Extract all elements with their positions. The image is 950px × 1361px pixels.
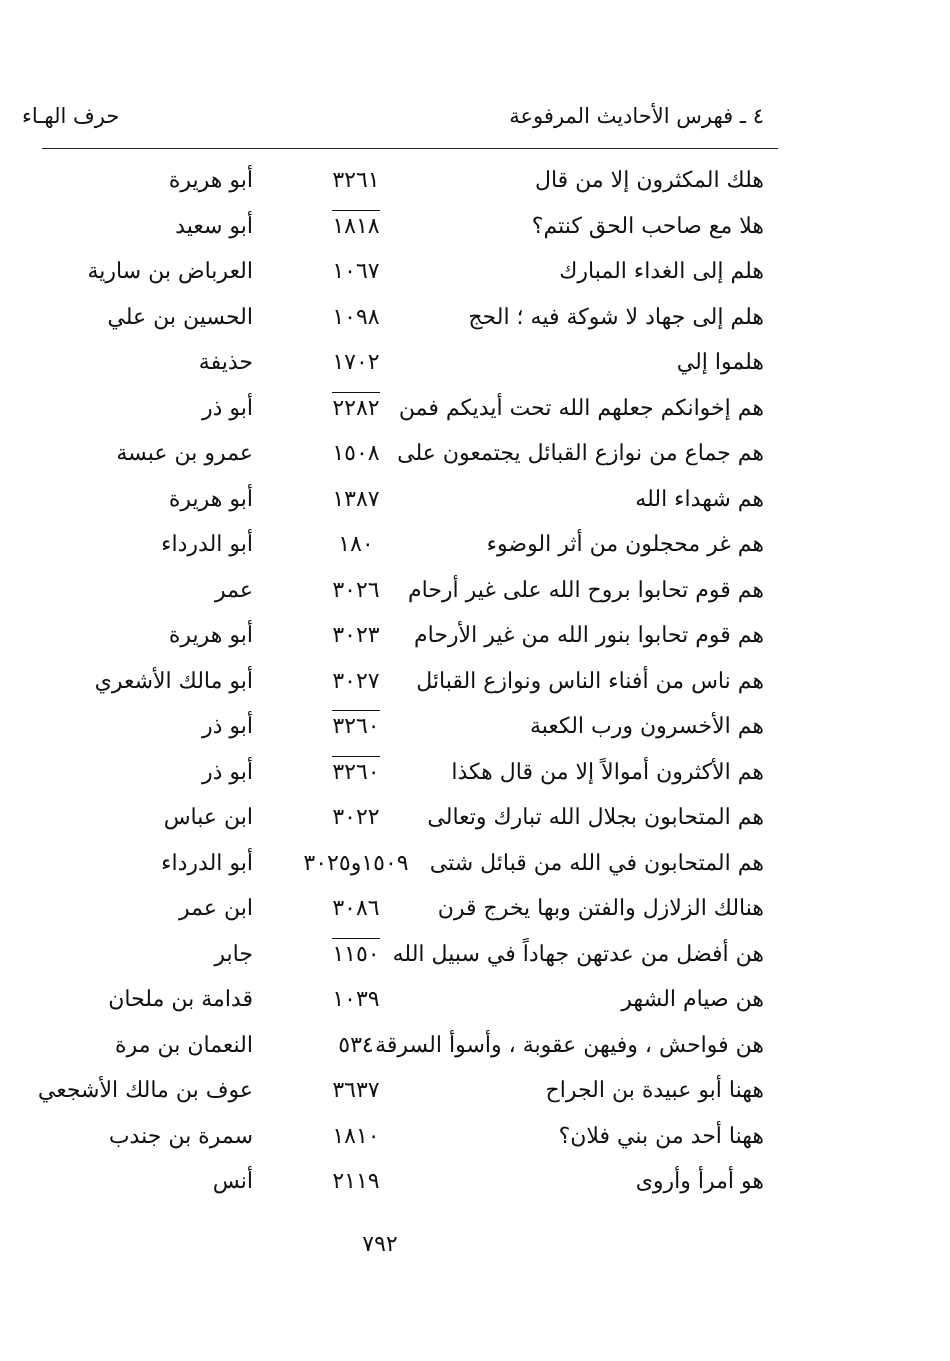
hadith-number: ٣٠٢٧ <box>332 668 380 694</box>
hadith-text: هو أمرأ وأروى <box>635 1169 764 1194</box>
hadith-number: ١٨١٨ <box>296 214 416 239</box>
hadith-number: ٢١١٩ <box>332 1169 380 1194</box>
hadith-number: ١٥٠٨ <box>332 441 380 466</box>
hadith-text: هم إخوانكم جعلهم الله تحت أيديكم فمن <box>398 395 764 421</box>
index-entry <box>0 435 950 481</box>
hadith-number: ٣٢٦٠ <box>296 760 416 785</box>
hadith-text: ههنا أحد من بني فلان؟ <box>558 1123 764 1149</box>
hadith-number: ٥٣٤ <box>338 1032 374 1058</box>
hadith-text: هم غر محجلون من أثر الوضوء <box>486 532 764 557</box>
hadith-number: ١٠٩٨ <box>332 304 380 330</box>
section-title: ٤ ـ فهرس الأحاديث المرفوعة <box>509 104 764 128</box>
hadith-number: ١١٥٠ <box>296 942 416 967</box>
narrator-name: سمرة بن جندب <box>108 1123 253 1149</box>
hadith-text: هم قوم تحابوا بروح الله على غير أرحام <box>408 577 764 603</box>
hadith-number: ٣٠٢٦ <box>332 577 380 603</box>
hadith-text: هلك المكثرون إلا من قال <box>534 168 764 193</box>
narrator-name: عمر <box>215 577 253 603</box>
index-entry <box>0 663 950 709</box>
hadith-text: هم المتحابون في الله من قبائل شتى <box>429 850 764 876</box>
index-entry <box>0 981 950 1027</box>
index-entry <box>0 253 950 299</box>
narrator-name: النعمان بن مرة <box>115 1032 253 1058</box>
index-entry <box>0 1027 950 1073</box>
hadith-number: ١٠٦٧ <box>332 259 380 284</box>
narrator-name: أبو ذر <box>201 759 253 785</box>
index-entry <box>0 799 950 845</box>
narrator-name: أبو الدرداء <box>161 532 253 557</box>
index-entry <box>0 1163 950 1209</box>
narrator-name: حذيفة <box>198 350 253 375</box>
hadith-number: ٣٦٣٧ <box>332 1078 380 1103</box>
hadith-text: هم الأكثرون أموالاً إلا من قال هكذا <box>451 759 764 785</box>
hadith-text: هم شهداء الله <box>635 486 764 512</box>
hadith-text: هلا مع صاحب الحق كنتم؟ <box>531 213 764 239</box>
narrator-name: ابن عباس <box>163 805 253 830</box>
hadith-number: ١٠٣٩ <box>332 987 380 1012</box>
narrator-name: أبو سعيد <box>175 213 253 239</box>
page-number: ٧٩٢ <box>362 1232 398 1257</box>
hadith-index-list <box>0 162 950 1209</box>
narrator-name: ابن عمر <box>179 896 253 921</box>
index-entry <box>0 1072 950 1118</box>
index-entry <box>0 208 950 254</box>
narrator-name: أبو الدرداء <box>161 850 253 876</box>
hadith-number: ١٨١٠ <box>332 1123 380 1149</box>
hadith-text: هم المتحابون بجلال الله تبارك وتعالى <box>427 805 764 830</box>
index-entry <box>0 890 950 936</box>
index-entry <box>0 708 950 754</box>
narrator-name: قدامة بن ملحان <box>108 987 253 1012</box>
hadith-number: ٣٠٢٣ <box>332 623 380 648</box>
index-entry <box>0 572 950 618</box>
narrator-name: أبو ذر <box>201 395 253 421</box>
hadith-text: هلموا إلي <box>676 350 764 375</box>
narrator-name: أنس <box>212 1169 253 1194</box>
narrator-name: أبو ذر <box>201 714 253 739</box>
narrator-name: عمرو بن عبسة <box>116 441 253 466</box>
narrator-name: عوف بن مالك الأشجعي <box>37 1078 253 1103</box>
hadith-number: ١٧٠٢ <box>332 350 380 375</box>
index-entry <box>0 481 950 527</box>
index-entry <box>0 617 950 663</box>
index-entry <box>0 526 950 572</box>
hadith-text: هن صيام الشهر <box>621 987 764 1012</box>
index-entry <box>0 845 950 891</box>
hadith-text: هم جماع من نوازع القبائل يجتمعون على <box>397 441 764 466</box>
hadith-text: هلم إلى الغداء المبارك <box>559 259 764 284</box>
narrator-name: العرباض بن سارية <box>87 259 253 284</box>
hadith-number: ٣٢٦١ <box>332 168 380 193</box>
hadith-number: ٢٢٨٢ <box>296 396 416 421</box>
hadith-text: هم ناس من أفناء الناس ونوازع القبائل <box>416 668 764 694</box>
narrator-name: أبو هريرة <box>168 486 253 512</box>
hadith-text: هم الأخسرون ورب الكعبة <box>530 714 764 739</box>
hadith-number: ٣٢٦٠ <box>296 714 416 739</box>
narrator-name: جابر <box>214 941 253 967</box>
hadith-number: ٣٠٨٦ <box>332 896 380 921</box>
header-divider <box>42 148 778 149</box>
narrator-name: أبو هريرة <box>168 623 253 648</box>
index-entry <box>0 390 950 436</box>
index-entry <box>0 1118 950 1164</box>
hadith-text: هلم إلى جهاد لا شوكة فيه ؛ الحج <box>468 304 764 330</box>
narrator-name: أبو هريرة <box>168 168 253 193</box>
hadith-text: هم قوم تحابوا بنور الله من غير الأرحام <box>414 623 764 648</box>
letter-title: حرف الهـاء <box>22 104 120 128</box>
hadith-text: هن فواحش ، وفيهن عقوبة ، وأسوأ السرقة <box>375 1032 764 1058</box>
index-entry <box>0 936 950 982</box>
index-entry <box>0 344 950 390</box>
index-entry <box>0 162 950 208</box>
hadith-text: هنالك الزلازل والفتن وبها يخرج قرن <box>437 896 764 921</box>
hadith-number: ١٣٨٧ <box>332 486 380 512</box>
index-entry <box>0 299 950 345</box>
narrator-name: أبو مالك الأشعري <box>94 668 253 694</box>
hadith-text: ههنا أبو عبيدة بن الجراح <box>545 1078 764 1103</box>
hadith-number: ٣٠٢٢ <box>332 805 380 830</box>
hadith-number: ١٨٠ <box>338 532 374 557</box>
hadith-number: ١٥٠٩و٣٠٢٥ <box>303 850 409 876</box>
narrator-name: الحسين بن علي <box>107 304 253 330</box>
index-entry <box>0 754 950 800</box>
hadith-text: هن أفضل من عدتهن جهاداً في سبيل الله <box>392 941 764 967</box>
